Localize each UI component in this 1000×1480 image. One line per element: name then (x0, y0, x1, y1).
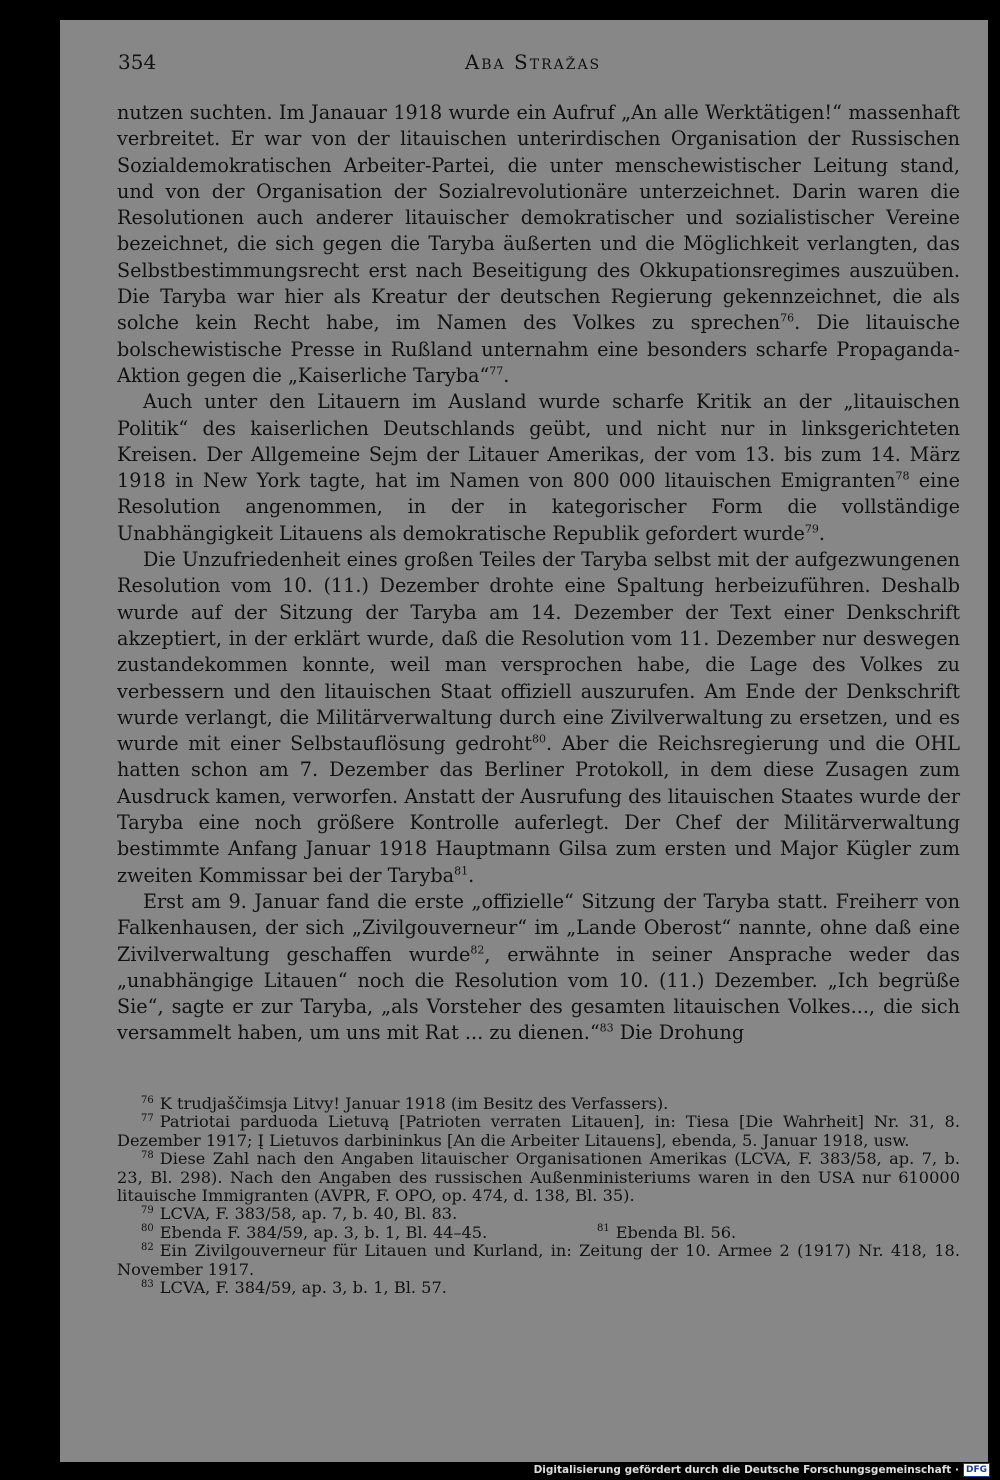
digitization-footer (534, 1463, 990, 1477)
footnote-80: $^{80}$ Ebenda F. 384/59, ap. 3, b. 1, Bl. 44–45. (141, 1222, 488, 1242)
footnote-81: $^{81}$ Ebenda Bl. 56. (597, 1222, 737, 1242)
paragraph (117, 100, 960, 389)
text-run: . (468, 863, 475, 887)
footnote-ref: 79 (804, 522, 819, 536)
footnote-82: $^{82}$ Ein Zivilgouverneur für Litauen und Kurland, in: Zeitung der 10. Armee 2 (1917) Nr. 418, 18. November 1917. (117, 1241, 960, 1279)
text-run: Erst am 9. Januar fand die erste „offizielle“ Sitzung der Taryba statt. Freiherr von Falkenhausen, der sich „Zivilgouverneur“ im „Lande Oberost“ nannte, ohne daß eine Zivilverwaltung geschaffen wurde (117, 889, 960, 966)
text-run: . (818, 521, 825, 545)
running-title: Aba Stražas (464, 50, 602, 74)
footnote-83: $^{83}$ LCVA, F. 384/59, ap. 3, b. 1, Bl. 57. (141, 1278, 447, 1298)
footnote-77: $^{77}$ Patriotai parduoda Lietuvą [Patrioten verraten Litauen], in: Tiesa [Die Wahrheit] Nr. 31, 8. Dezember 1917; Į Lietuvos darbininkus [An die Arbeiter Litauens], ebenda, 5. Januar 1918, usw. (117, 1112, 960, 1150)
text-run: Die Drohung (613, 1021, 745, 1045)
footnote-ref: 77 (489, 364, 504, 378)
page-number: 354 (118, 50, 157, 74)
footnote-79: $^{79}$ LCVA, F. 383/58, ap. 7, b. 40, Bl. 83. (141, 1204, 458, 1224)
footnote-ref: 78 (895, 469, 910, 483)
text-run: eine Resolution angenommen, in der in kategorischer Form die vollständige Unabhängigkeit Litauens als demokratische Republik gefordert wurde (117, 469, 960, 545)
text-run: Auch unter den Litauern im Ausland wurde scharfe Kritik an der „litauischen Politik“ des kaiserlichen Deutschlands geübt, und nicht nur in linksgerichteten Kreisen. Der Allgemeine Sejm der Litauer Amerikas, der vom 13. bis zum 14. März 1918 in New York tagte, hat im Namen von 800 000 litauischen Emigranten (117, 390, 960, 493)
footnote-ref: 82 (470, 943, 485, 957)
body-text (117, 100, 960, 1047)
footnote-ref: 81 (454, 864, 469, 878)
footnote-ref: 83 (599, 1022, 614, 1035)
paragraph (117, 389, 960, 547)
footnote-ref: 80 (531, 732, 546, 746)
book-page (60, 20, 988, 1462)
dfg-logo-icon: DFG (963, 1463, 990, 1477)
paragraph (117, 889, 960, 1047)
text-run: . Die litauische bolschewistische Presse in Rußland unternahm eine besonders scharfe Propaganda-Aktion gegen die „Kaiserliche Taryba“ (117, 311, 960, 387)
footnote-76: $^{76}$ K trudjaščimsja Litvy! Januar 1918 (im Besitz des Verfassers). (141, 1094, 669, 1113)
footnote-78: $^{78}$ Diese Zahl nach den Angaben litauischer Organisationen Amerikas (LCVA, F. 383/58, ap. 7, b. 23, Bl. 298). Nach den Angaben des russischen Außenministeriums waren in den USA nur 610000 litauische Immigranten (AVPR, F. OPO, op. 474, d. 138, Bl. 35). (117, 1149, 960, 1206)
text-run: nutzen suchten. Im Janauar 1918 wurde ein Aufruf „An alle Werktätigen!“ massenhaft verbreitet. Er war von der litauischen unterirdischen Organisation der Russischen Sozialdemokratischen Arbeiter-Partei, die unter menschewistischer Leitung stand, und von der Organisation der Sozialrevolutionäre unterzeichnet. Darin waren die Resolutionen auch anderer litauischer demokratischer und sozialistischer Vereine bezeichnet, die sich gegen die Taryba äußerten und die Möglichkeit verlangten, das Selbstbestimmungsrecht erst nach Beseitigung des Okkupationsregimes auszuüben. Die Taryba war hier als Kreatur der deutschen Regierung gekennzeichnet, die als solche kein Recht habe, im Namen des Volkes zu sprechen (117, 101, 960, 335)
footnote-row (117, 1224, 960, 1242)
text-run: . Aber die Reichsregierung und die OHL hatten schon am 7. Dezember das Berliner Protokoll, in dem diese Zusagen zum Ausdruck kamen, verworfen. Anstatt der Ausrufung des litauischen Staates wurde der Taryba eine noch größere Kontrolle auferlegt. Der Chef der Militärverwaltung bestimmte Anfang Januar 1918 Hauptmann Gilsa zum ersten und Major Kügler zum zweiten Kommissar bei der Taryba (117, 732, 960, 887)
footer-text: Digitalisierung gefördert durch die Deutsche Forschungsgemeinschaft · (533, 1464, 959, 1476)
paragraph (117, 547, 960, 889)
text-run: . (503, 363, 510, 387)
text-run: , erwähnte in seiner Ansprache weder das „unabhängige Litauen“ noch die Resolution vom 10. (11.) Dezember. „Ich begrüße Sie“, sagte er zur Taryba, „als Vorsteher des gesamten litauischen Volkes..., die sich versammelt haben, um uns mit Rat ... zu dienen.“ (117, 942, 960, 1045)
footnote-ref: 76 (780, 311, 795, 325)
footnotes (117, 1095, 960, 1297)
text-run: Die Unzufriedenheit eines großen Teiles der Taryba selbst mit der aufgezwungenen Resolution vom 10. (11.) Dezember drohte eine Spaltung herbeizuführen. Deshalb wurde auf der Sitzung der Taryba am 14. Dezember der Text einer Denkschrift akzeptiert, in der erklärt wurde, daß die Resolution vom 11. Dezember nur deswegen zustandekommen konnte, weil man versprochen habe, die Lage des Volkes zu verbessern und den litauischen Staat offiziell auszurufen. Am Ende der Denkschrift wurde verlangt, die Militärverwaltung durch eine Zivilverwaltung zu ersetzen, und es wurde mit einer Selbstauflösung gedroht (117, 548, 960, 756)
